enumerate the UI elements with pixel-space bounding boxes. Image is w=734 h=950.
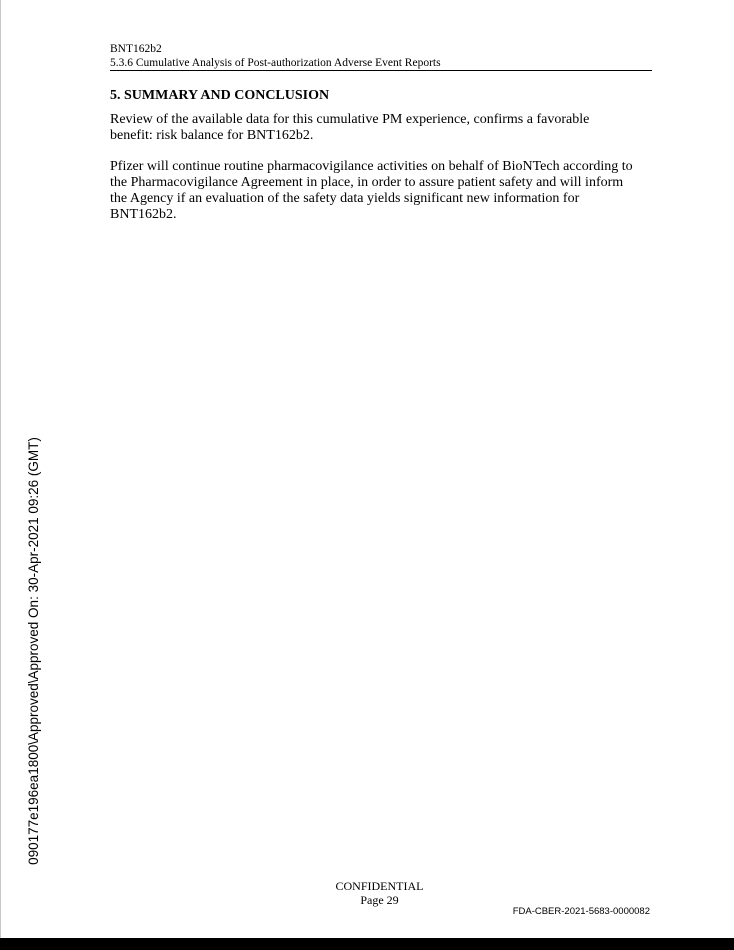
page-header <box>110 42 652 71</box>
summary-paragraph <box>110 112 666 144</box>
paragraph-line: the Pharmacovigilance Agreement in place, in order to assure patient safety and will inform <box>110 175 624 190</box>
paragraph-line: the Agency if an evaluation of the safety data yields significant new information for <box>110 191 580 206</box>
page-footer <box>281 879 478 907</box>
page-number: Page 29 <box>360 893 399 907</box>
section-heading: 5. SUMMARY AND CONCLUSION <box>110 88 330 103</box>
paragraph-line: Pfizer will continue routine pharmacovigilance activities on behalf of BioNTech according to <box>110 159 633 174</box>
header-section: 5.3.6 Cumulative Analysis of Post-authorization Adverse Event Reports <box>110 57 441 69</box>
paragraph-line: benefit: risk balance for BNT162b2. <box>110 128 314 143</box>
paragraph-line: BNT162b2. <box>110 207 177 222</box>
bates-number: FDA-CBER-2021-5683-0000082 <box>512 906 650 917</box>
approval-stamp: 090177e196ea1800\Approved\Approved On: 30-Apr-2021 09:26 (GMT) <box>26 437 41 865</box>
confidential-label: CONFIDENTIAL <box>335 879 424 893</box>
paragraph-line: Review of the available data for this cumulative PM experience, confirms a favorable <box>110 112 590 127</box>
header-product: BNT162b2 <box>110 43 162 55</box>
conclusion-paragraph <box>110 159 666 223</box>
